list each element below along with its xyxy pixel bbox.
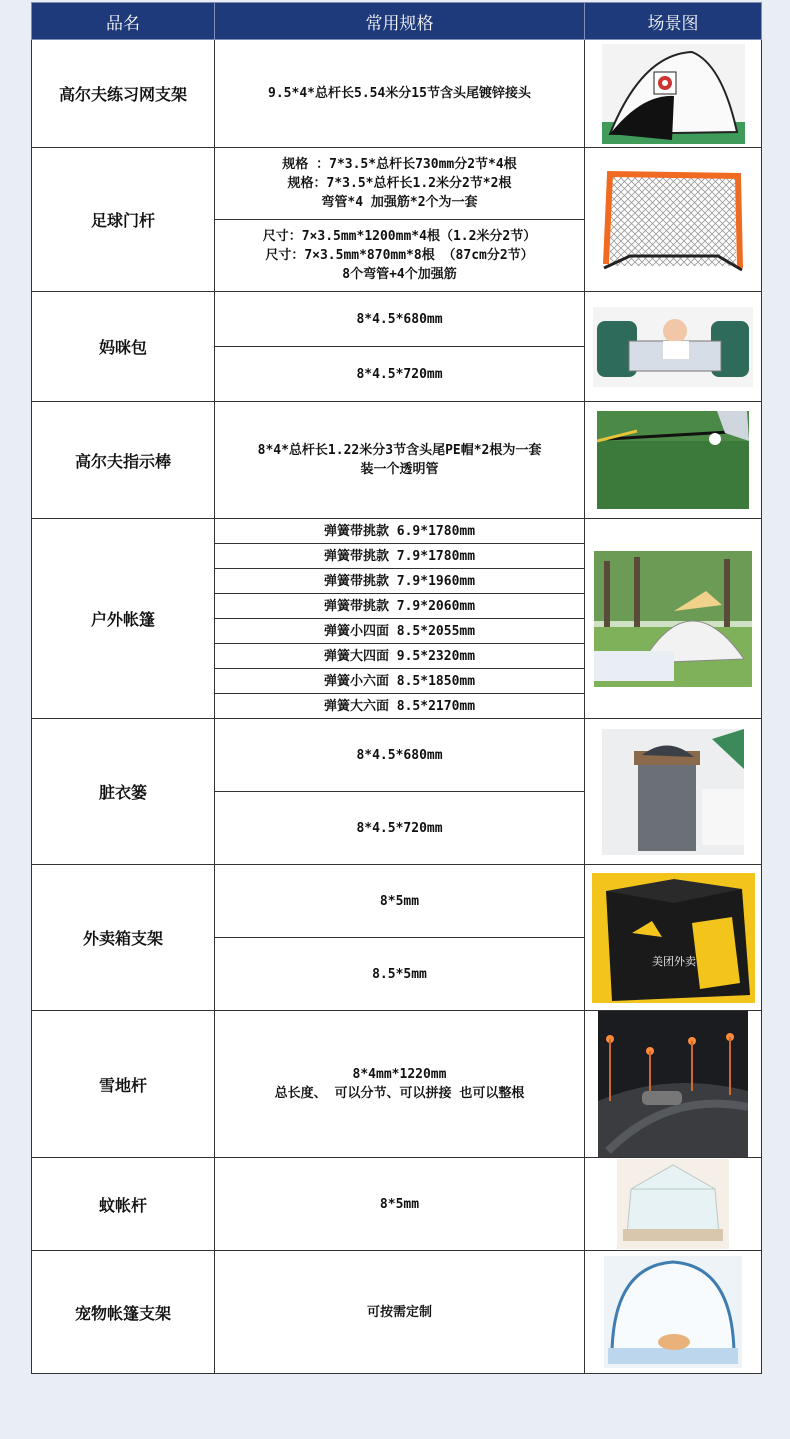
mosquito-net-photo (617, 1159, 729, 1249)
table-row (32, 519, 762, 544)
product-name: 宠物帐篷支架 (32, 1251, 215, 1374)
table-row (32, 148, 762, 220)
scene-image-cell (585, 148, 762, 292)
table-row (32, 865, 762, 938)
product-spec (215, 1158, 585, 1251)
spec-line: 弹簧带挑款 7.9*2060mm (323, 598, 476, 614)
table-row (32, 1158, 762, 1251)
table-row (32, 719, 762, 792)
spec-line: 8*5mm (379, 893, 420, 909)
product-spec (215, 1011, 585, 1158)
spec-line: 8*4.5*720mm (356, 820, 443, 836)
spec-line: 总长度、 可以分节、可以拼接 也可以整根 (274, 1086, 525, 1101)
product-spec (215, 938, 585, 1011)
scene-image-cell (585, 519, 762, 719)
spec-line: 弹簧带挑款 6.9*1780mm (323, 523, 476, 539)
product-spec (215, 594, 585, 619)
header-spec: 常用规格 (215, 3, 585, 40)
product-name: 外卖箱支架 (32, 865, 215, 1011)
spec-line: 装一个透明管 (360, 462, 439, 477)
mommy-bag-photo (593, 307, 753, 387)
product-spec (215, 220, 585, 292)
delivery-brand-text: 美团外卖 (651, 954, 696, 968)
product-spec (215, 694, 585, 719)
table-row (32, 40, 762, 148)
table-header-row (32, 3, 762, 40)
table-row (32, 402, 762, 519)
product-name: 雪地杆 (32, 1011, 215, 1158)
table-row (32, 1011, 762, 1158)
product-spec (215, 148, 585, 220)
product-spec (215, 40, 585, 148)
product-spec (215, 1251, 585, 1374)
spec-line: 8*5mm (379, 1196, 420, 1212)
spec-line: 尺寸：7×3.5mm*1200mm*4根（1.2米分2节） (262, 229, 537, 244)
product-name: 妈咪包 (32, 292, 215, 402)
product-spec-table (31, 2, 762, 1374)
product-name: 户外帐篷 (32, 519, 215, 719)
pet-tent-photo (604, 1256, 742, 1368)
scene-image-cell (585, 1251, 762, 1374)
product-spec (215, 519, 585, 544)
product-name: 高尔夫指示棒 (32, 402, 215, 519)
scene-image-cell (585, 1011, 762, 1158)
spec-line: 规格 ：7*3.5*总杆长730mm分2节*4根 (282, 157, 517, 172)
golf-practice-net-photo (602, 44, 745, 144)
outdoor-tent-photo (594, 551, 752, 687)
scene-image-cell (585, 40, 762, 148)
spec-line: 9.5*4*总杆长5.54米分15节含头尾镀锌接头 (268, 86, 531, 101)
laundry-basket-photo (602, 729, 744, 855)
table-row (32, 292, 762, 347)
product-name: 足球门杆 (32, 148, 215, 292)
product-spec (215, 644, 585, 669)
product-spec (215, 792, 585, 865)
spec-line: 尺寸：7×3.5mm*870mm*8根 （87cm分2节） (265, 248, 534, 263)
soccer-goal-photo (600, 164, 746, 276)
product-spec (215, 669, 585, 694)
spec-line: 可按需定制 (366, 1304, 432, 1320)
spec-line: 8*4*总杆长1.22米分3节含头尾PE帽*2根为一套 (257, 443, 542, 458)
golf-alignment-stick-photo (597, 411, 749, 509)
scene-image-cell (585, 719, 762, 865)
product-spec (215, 402, 585, 519)
product-name: 蚊帐杆 (32, 1158, 215, 1251)
product-name: 高尔夫练习网支架 (32, 40, 215, 148)
spec-line: 弹簧小六面 8.5*1850mm (323, 673, 476, 689)
scene-image-cell (585, 1158, 762, 1251)
spec-line: 弹簧大四面 9.5*2320mm (323, 648, 476, 664)
snow-pole-photo (598, 1011, 748, 1157)
product-spec (215, 347, 585, 402)
spec-line: 弹簧带挑款 7.9*1960mm (323, 573, 476, 589)
product-spec (215, 865, 585, 938)
product-spec (215, 292, 585, 347)
spec-line: 8*4.5*680mm (356, 747, 443, 763)
header-product-name: 品名 (32, 3, 215, 40)
delivery-box-photo (592, 873, 755, 1003)
scene-image-cell (585, 292, 762, 402)
product-spec (215, 569, 585, 594)
table-body (32, 40, 762, 1374)
spec-line: 8*4.5*680mm (356, 311, 443, 327)
table-row (32, 1251, 762, 1374)
product-spec (215, 719, 585, 792)
spec-line: 8个弯管+4个加强筋 (342, 267, 457, 282)
spec-line: 弹簧小四面 8.5*2055mm (323, 623, 476, 639)
spec-line: 8.5*5mm (372, 966, 427, 982)
product-name: 脏衣篓 (32, 719, 215, 865)
spec-line: 8*4mm*1220mm (352, 1067, 447, 1082)
spec-line: 弹簧带挑款 7.9*1780mm (323, 548, 476, 564)
spec-line: 规格：7*3.5*总杆长1.2米分2节*2根 (287, 176, 512, 191)
spec-line: 弯管*4 加强筋*2个为一套 (321, 195, 478, 210)
spec-line: 8*4.5*720mm (356, 366, 443, 382)
header-scene-image: 场景图 (585, 3, 762, 40)
spec-table-container (31, 2, 761, 1374)
product-spec (215, 544, 585, 569)
product-spec (215, 619, 585, 644)
scene-image-cell (585, 402, 762, 519)
spec-line: 弹簧大六面 8.5*2170mm (323, 698, 476, 714)
scene-image-cell (585, 865, 762, 1011)
